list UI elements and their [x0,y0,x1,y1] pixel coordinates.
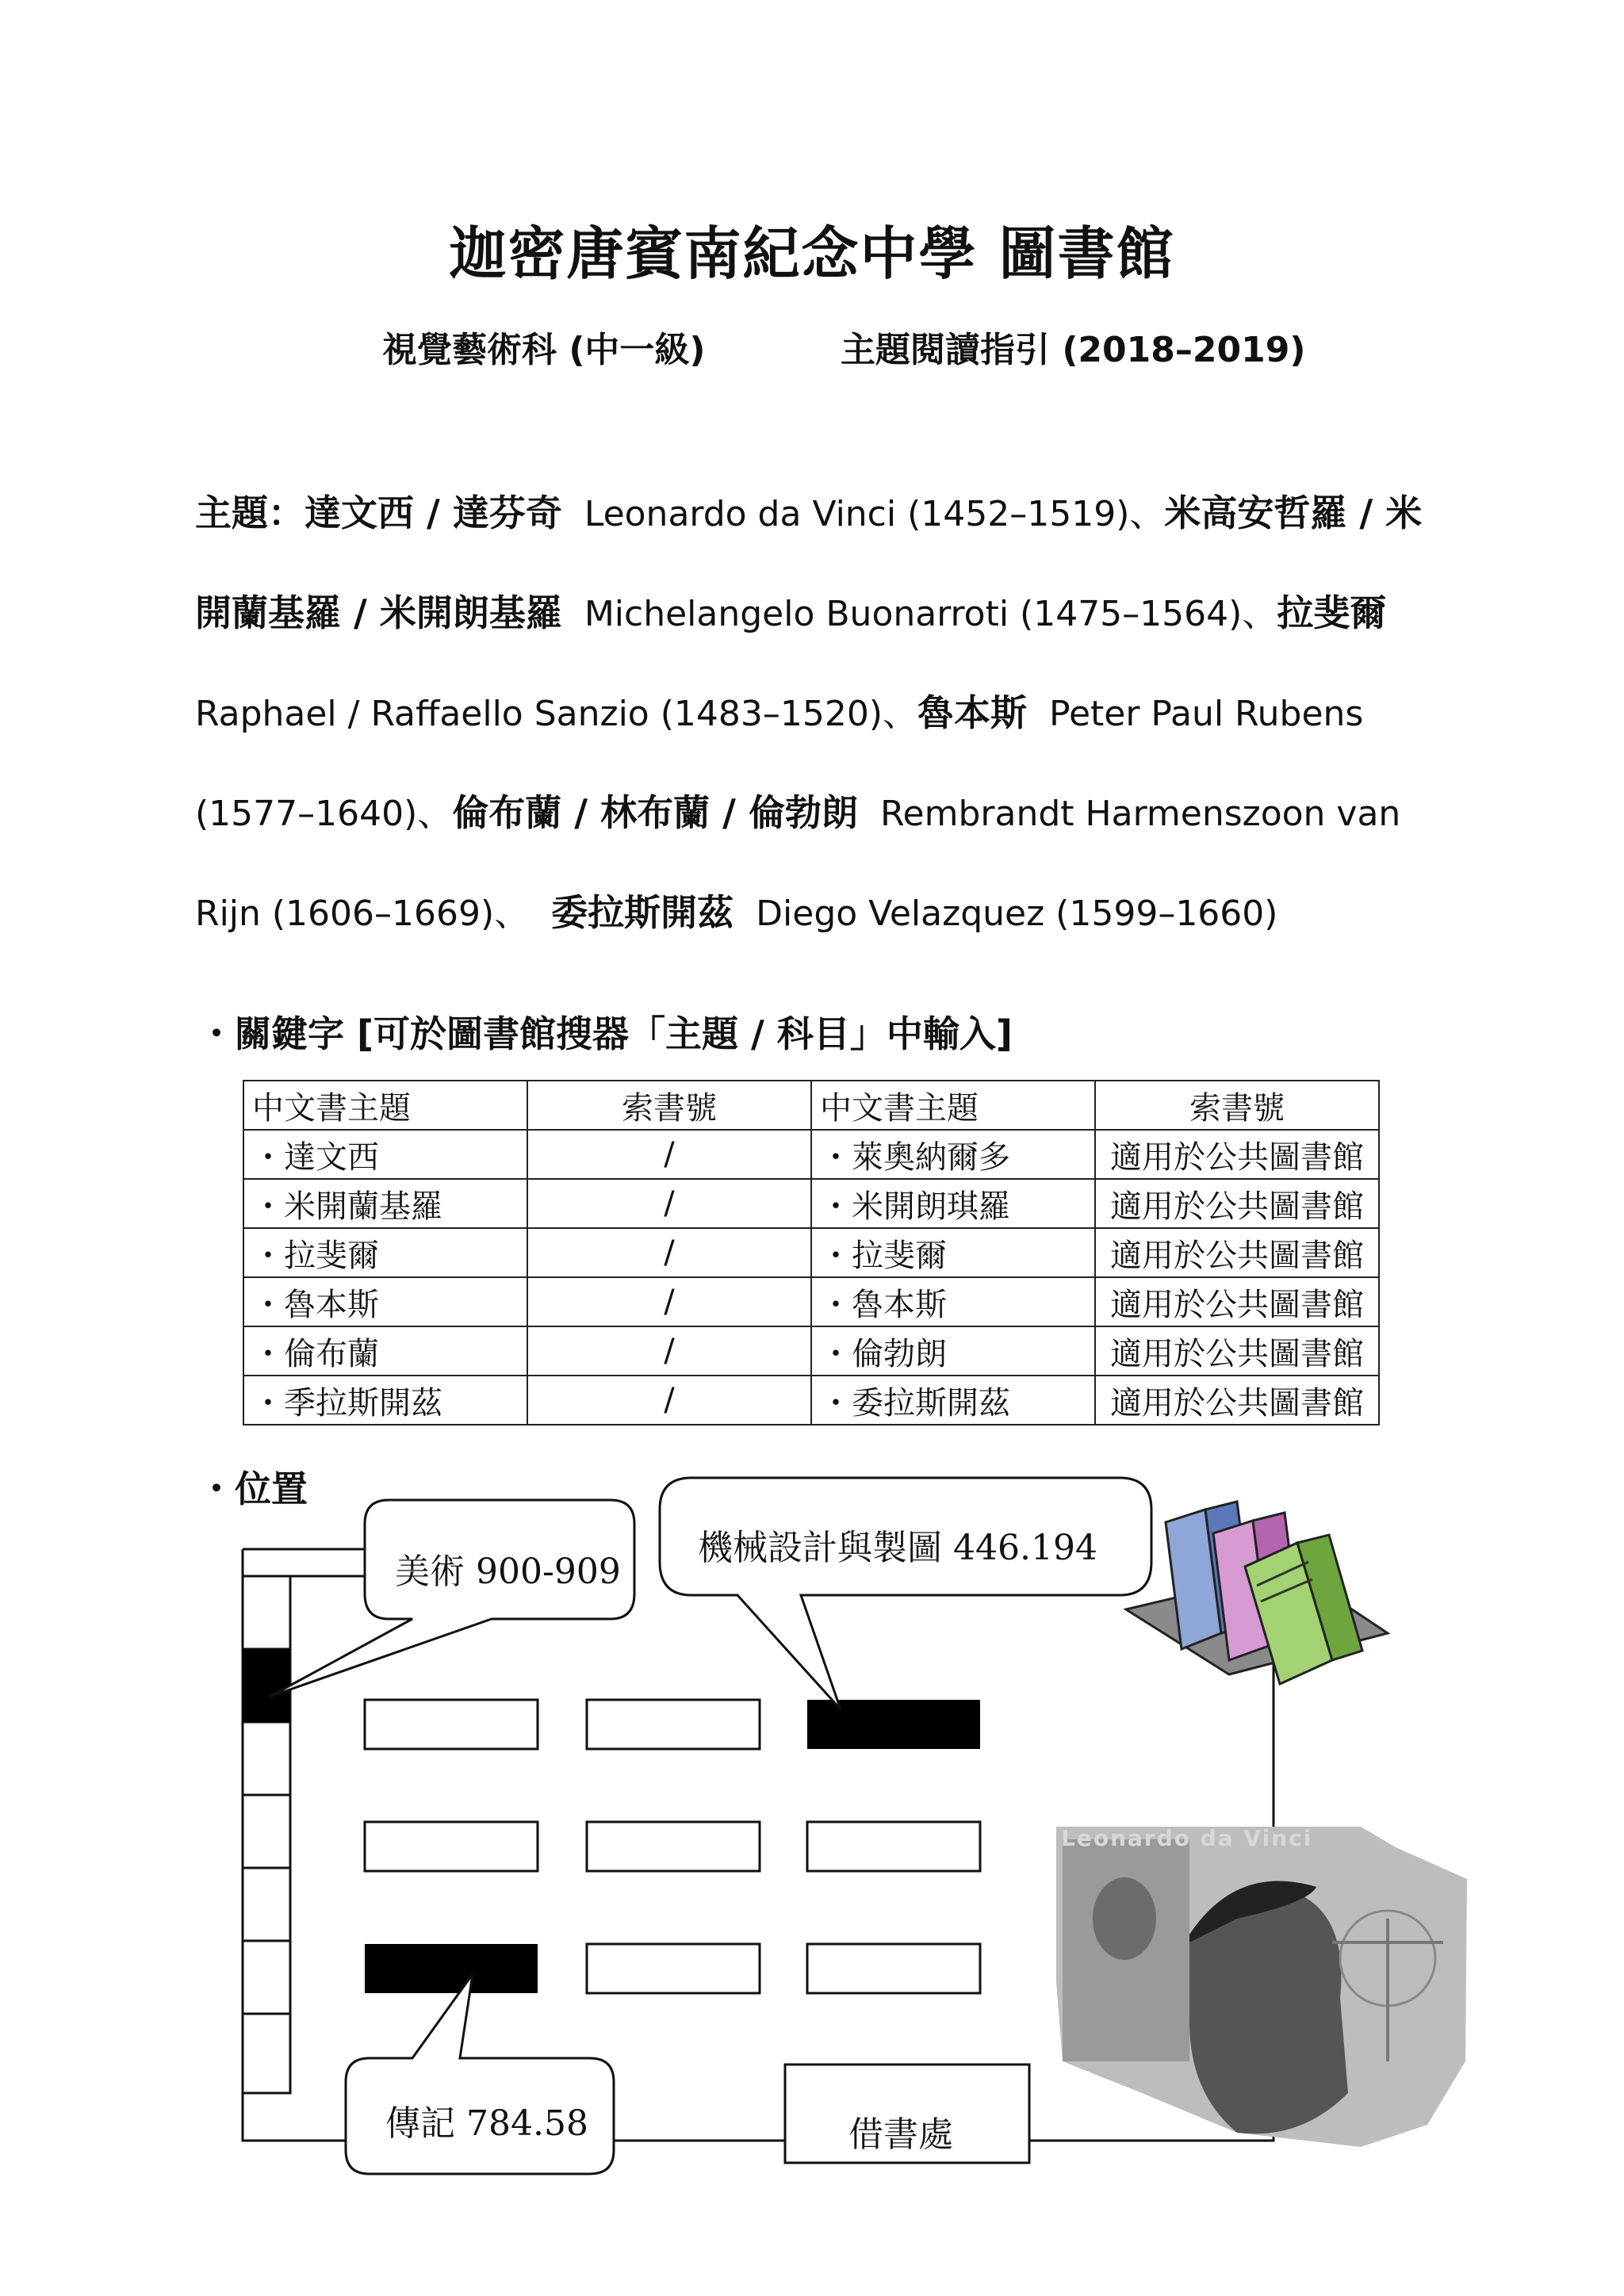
shelf [587,1822,760,1871]
callout-mechanical-text: 機械設計與製圖 446.194 [698,1528,1097,1568]
books-icon [1126,1502,1388,1684]
callout-mechanical [660,1478,1151,1709]
cell: / [527,1326,811,1376]
cell: ・魯本斯 [243,1277,527,1326]
shelf [807,1822,980,1871]
mechanical-shelf-highlight [807,1700,980,1749]
cell: 適用於公共圖書館 [1095,1277,1379,1326]
cell: ・倫布蘭 [243,1326,527,1376]
cell: / [527,1130,811,1179]
header-topic-1: 中文書主題 [243,1081,527,1130]
callout-art-text: 美術 900-909 [395,1552,621,1592]
cell: 適用於公共圖書館 [1095,1228,1379,1277]
header-callno-1: 索書號 [527,1081,811,1130]
location-label: ・位置 [198,1468,308,1510]
cell: 適用於公共圖書館 [1095,1130,1379,1179]
keywords-label: ・關鍵字 [可於圖書館搜器「主題 / 科目」中輸入] [198,1012,1013,1055]
image-caption: Leonardo da Vinci [1061,1825,1313,1851]
artist-zh-1: 達文西 / 達芬奇 [304,492,562,534]
artist-en-5: Rembrandt Harmenszoon van Rijn (1606–1669) [195,794,1401,934]
cell: / [527,1376,811,1425]
artist-zh-3: 拉斐爾 [1277,591,1387,634]
artist-zh-2: 米高安哲羅 / 米開蘭基羅 / 米開朗基羅 [195,492,1423,634]
cell: ・魯本斯 [811,1277,1095,1326]
artist-en-1: Leonardo da Vinci (1452–1519) [584,494,1130,534]
guide-label: 主題閱讀指引 (2018–2019) [841,330,1306,370]
callout-art [270,1500,634,1697]
artist-en-6: Diego Velazquez (1599–1660) [756,894,1278,934]
artist-en-2: Michelangelo Buonarroti (1475–1564) [584,594,1243,634]
separator: 、 [883,694,918,734]
cell: ・拉斐爾 [243,1228,527,1277]
cell: / [527,1179,811,1228]
counter-label: 借書處 [848,2114,953,2155]
shelf [807,1944,980,1993]
cell: / [527,1228,811,1277]
topic-label: 主題： [195,492,304,534]
biography-shelf-highlight [365,1944,538,1993]
leonardo-portrait-image [1056,1827,1467,2147]
artist-zh-5: 倫布蘭 / 林布蘭 / 倫勃朗 [452,791,858,834]
cell: ・米開朗琪羅 [811,1179,1095,1228]
cell: / [527,1277,811,1326]
cell: ・米開蘭基羅 [243,1179,527,1228]
cell: ・季拉斯開茲 [243,1376,527,1425]
separator: 、 [494,894,530,934]
separator: 、 [417,794,453,834]
artist-en-3: Raphael / Raffaello Sanzio (1483–1520) [195,694,883,734]
cell: 適用於公共圖書館 [1095,1376,1379,1425]
cell: ・達文西 [243,1130,527,1179]
subject-label: 視覺藝術科 (中一級) [382,330,706,370]
cell: 適用於公共圖書館 [1095,1179,1379,1228]
shelf [365,1700,538,1749]
page-title: 迦密唐賓南紀念中學 圖書館 [449,220,1175,287]
callout-biography-text: 傳記 784.58 [385,2103,588,2144]
header-callno-2: 索書號 [1095,1081,1379,1130]
cell: ・倫勃朗 [811,1326,1095,1376]
separator: 、 [1129,494,1165,534]
cell: ・拉斐爾 [811,1228,1095,1277]
artist-zh-4: 魯本斯 [917,691,1028,734]
cell: 適用於公共圖書館 [1095,1326,1379,1376]
artist-zh-6: 委拉斯開茲 [551,891,734,934]
artist-en-4: Peter Paul Rubens (1577–1640) [195,694,1364,834]
cell: ・委拉斯開茲 [811,1376,1095,1425]
shelf [587,1700,760,1749]
shelf [587,1944,760,1993]
art-shelf-highlight [243,1649,290,1722]
shelf [365,1822,538,1871]
separator: 、 [1242,594,1277,634]
cell: ・萊奧納爾多 [811,1130,1095,1179]
header-topic-2: 中文書主題 [811,1081,1095,1130]
